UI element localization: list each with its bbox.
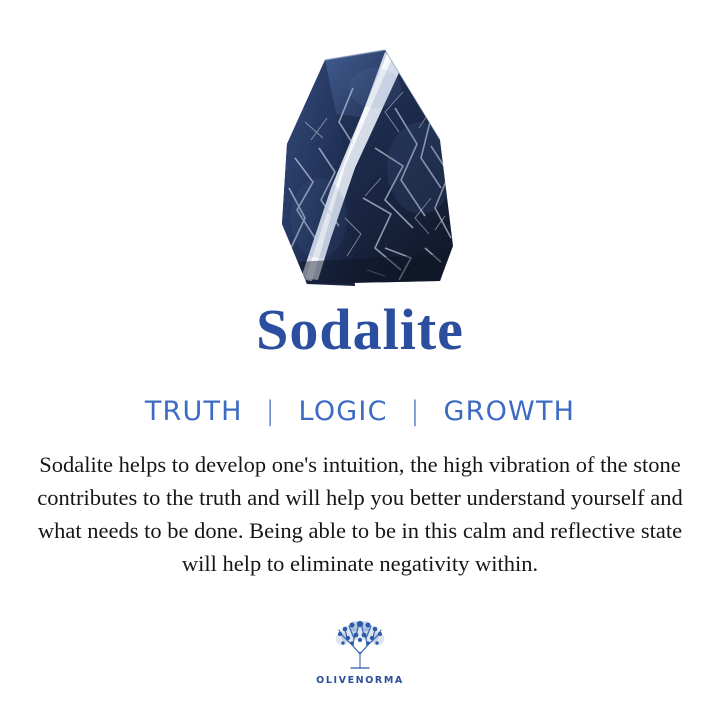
- brand-name: OLIVENORMA: [316, 675, 404, 686]
- keyword-growth: GROWTH: [443, 396, 576, 427]
- brand-logo: [0, 618, 720, 686]
- description-text: Sodalite helps to develop one's intuition, the high vibration of the stone contributes to the truth and will help you better understand yourself and what needs to be done. Being able to be in this calm and reflective state will help to eliminate negativity within.: [37, 452, 683, 576]
- keyword-logic: LOGIC: [298, 396, 388, 427]
- sodalite-crystal-point-graphic: [235, 48, 485, 293]
- stone-image: [0, 28, 720, 293]
- page-title: Sodalite: [256, 297, 464, 362]
- keyword-separator: |: [265, 396, 276, 427]
- tree-of-life-icon: [331, 618, 389, 672]
- keyword-truth: TRUTH: [144, 396, 243, 427]
- keyword-separator: |: [410, 396, 421, 427]
- keyword-list: [0, 396, 720, 427]
